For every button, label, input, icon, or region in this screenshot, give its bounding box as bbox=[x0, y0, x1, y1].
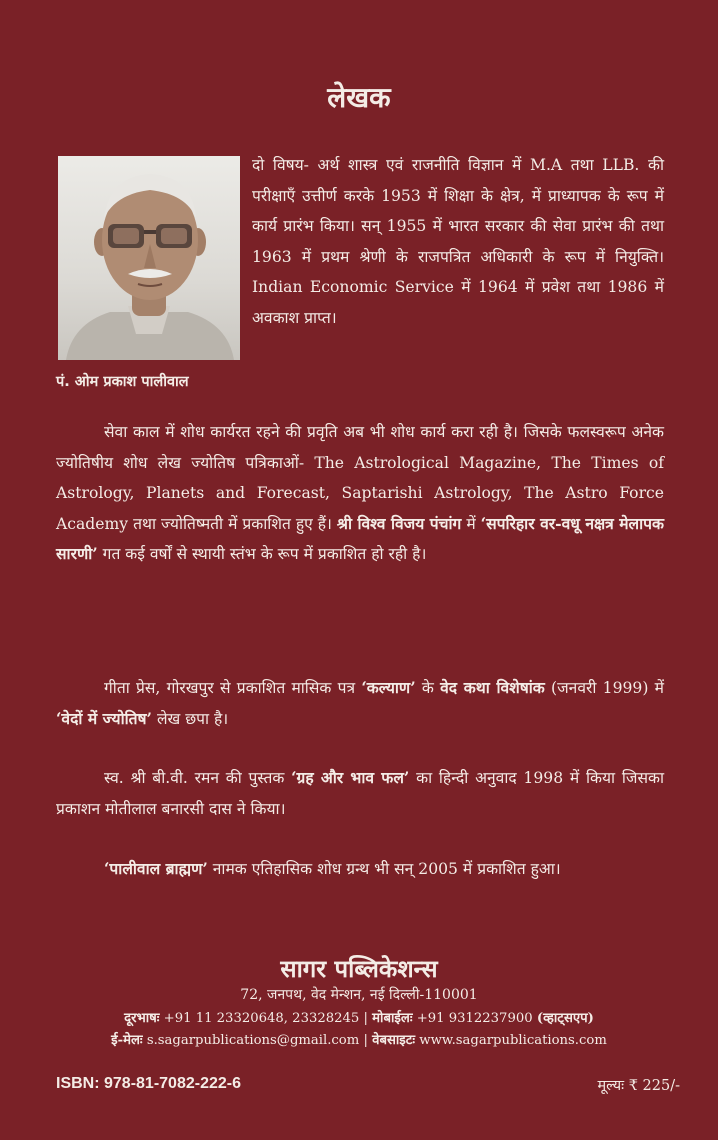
text: का हिन्दी अनुवाद 1998 में किया जिसका प्रकाशन मोतीलाल बनारसी दास ने किया। bbox=[56, 769, 664, 818]
text: के bbox=[415, 679, 441, 697]
phone-numbers: +91 11 23320648, 23328245 bbox=[163, 1011, 360, 1026]
text: गत कई वर्षों से स्थायी स्तंभ के रूप में प्रकाशित हो रही है। bbox=[97, 545, 427, 563]
text: में bbox=[461, 514, 481, 533]
publisher-address: 72, जनपथ, वेद मेन्शन, नई दिल्ली-110001 bbox=[240, 987, 478, 1003]
separator: | bbox=[363, 1033, 368, 1048]
bold-text: ‘पालीवाल ब्राह्मण’ bbox=[104, 859, 208, 878]
mobile-label: मोबाईलः bbox=[372, 1011, 413, 1026]
bold-text: श्री विश्व विजय पंचांग bbox=[336, 513, 462, 533]
paragraph-research bbox=[56, 417, 664, 570]
paragraph-kalyan bbox=[56, 673, 664, 734]
text: गीता प्रेस, गोरखपुर से प्रकाशित मासिक पत्र bbox=[104, 679, 362, 697]
author-portrait-image bbox=[58, 156, 240, 360]
website-label: वेबसाइटः bbox=[372, 1033, 416, 1048]
author-bio: दो विषय- अर्थ शास्त्र एवं राजनीति विज्ञान में M.A तथा LLB. की परीक्षाएँ उत्तीर्ण करके 1953 में शिक्षा के क्षेत्र, में प्राध्यापक के रूप में कार्य प्रारंभ किया। सन् 1955 में भारत सरकार की सेवा प्रारंभ की तथा 1963 में प्रथम श्रेणी के राजपत्रित अधिकारी के रूप में नियुक्ति। Indian Economic Service में 1964 में प्रवेश तथा 1986 में अवकाश प्राप्त। bbox=[252, 156, 664, 327]
text: स्व. श्री बी.वी. रमन की पुस्तक bbox=[104, 769, 292, 787]
website-url: www.sagarpublications.com bbox=[419, 1033, 607, 1048]
bold-text: ‘कल्याण’ bbox=[361, 678, 416, 697]
email-address: s.sagarpublications@gmail.com bbox=[146, 1033, 360, 1048]
text: (जनवरी 1999) में bbox=[544, 679, 664, 697]
mobile-number: +91 9312237900 bbox=[416, 1011, 533, 1026]
publisher-phones bbox=[0, 1008, 718, 1026]
phone-label: दूरभाषः bbox=[124, 1011, 160, 1026]
mobile-note: (व्हाट्सएप) bbox=[536, 1011, 594, 1026]
bold-text: वेद कथा विशेषांक bbox=[440, 678, 545, 697]
text: नामक एतिहासिक शोध ग्रन्थ भी सन् 2005 में प्रकाशित हुआ। bbox=[207, 860, 561, 878]
bold-text: ‘वेदों में ज्योतिष’ bbox=[56, 708, 152, 728]
author-name-caption: पं. ओम प्रकाश पालीवाल bbox=[56, 374, 189, 390]
paragraph-translation bbox=[56, 763, 664, 824]
text: सेवा काल में शोध कार्यरत रहने की प्रवृति अब भी शोध कार्य करा रही है। जिसके फलस्वरूप अनेक ज्योतिषीय शोध लेख ज्योतिष पत्रिकाओं- The Astrological Magazine, The Times of Astrology, Planets and Forecast, Saptarishi Astrology, The Astro Force Academy तथा ज्योतिष्मती में प्रकाशित हुए हैं। bbox=[56, 423, 664, 533]
paragraph-paliwal-brahman bbox=[56, 854, 664, 885]
author-photo bbox=[58, 156, 240, 360]
separator: | bbox=[363, 1011, 368, 1026]
publisher-online bbox=[0, 1030, 718, 1048]
bold-text: ‘ग्रह और भाव फल’ bbox=[291, 768, 410, 787]
bold-text: ‘सपरिहार वर-वधू नक्षत्र मेलापक सारणी’ bbox=[56, 513, 664, 563]
publisher-name: सागर पब्लिकेशन्स bbox=[280, 955, 438, 983]
isbn: ISBN: 978-81-7082-222-6 bbox=[56, 1075, 241, 1092]
email-label: ई-मेलः bbox=[111, 1033, 143, 1048]
price: मूल्यः ₹ 225/- bbox=[597, 1078, 680, 1094]
text: लेख छपा है। bbox=[151, 709, 229, 728]
section-title: लेखक bbox=[327, 81, 391, 114]
